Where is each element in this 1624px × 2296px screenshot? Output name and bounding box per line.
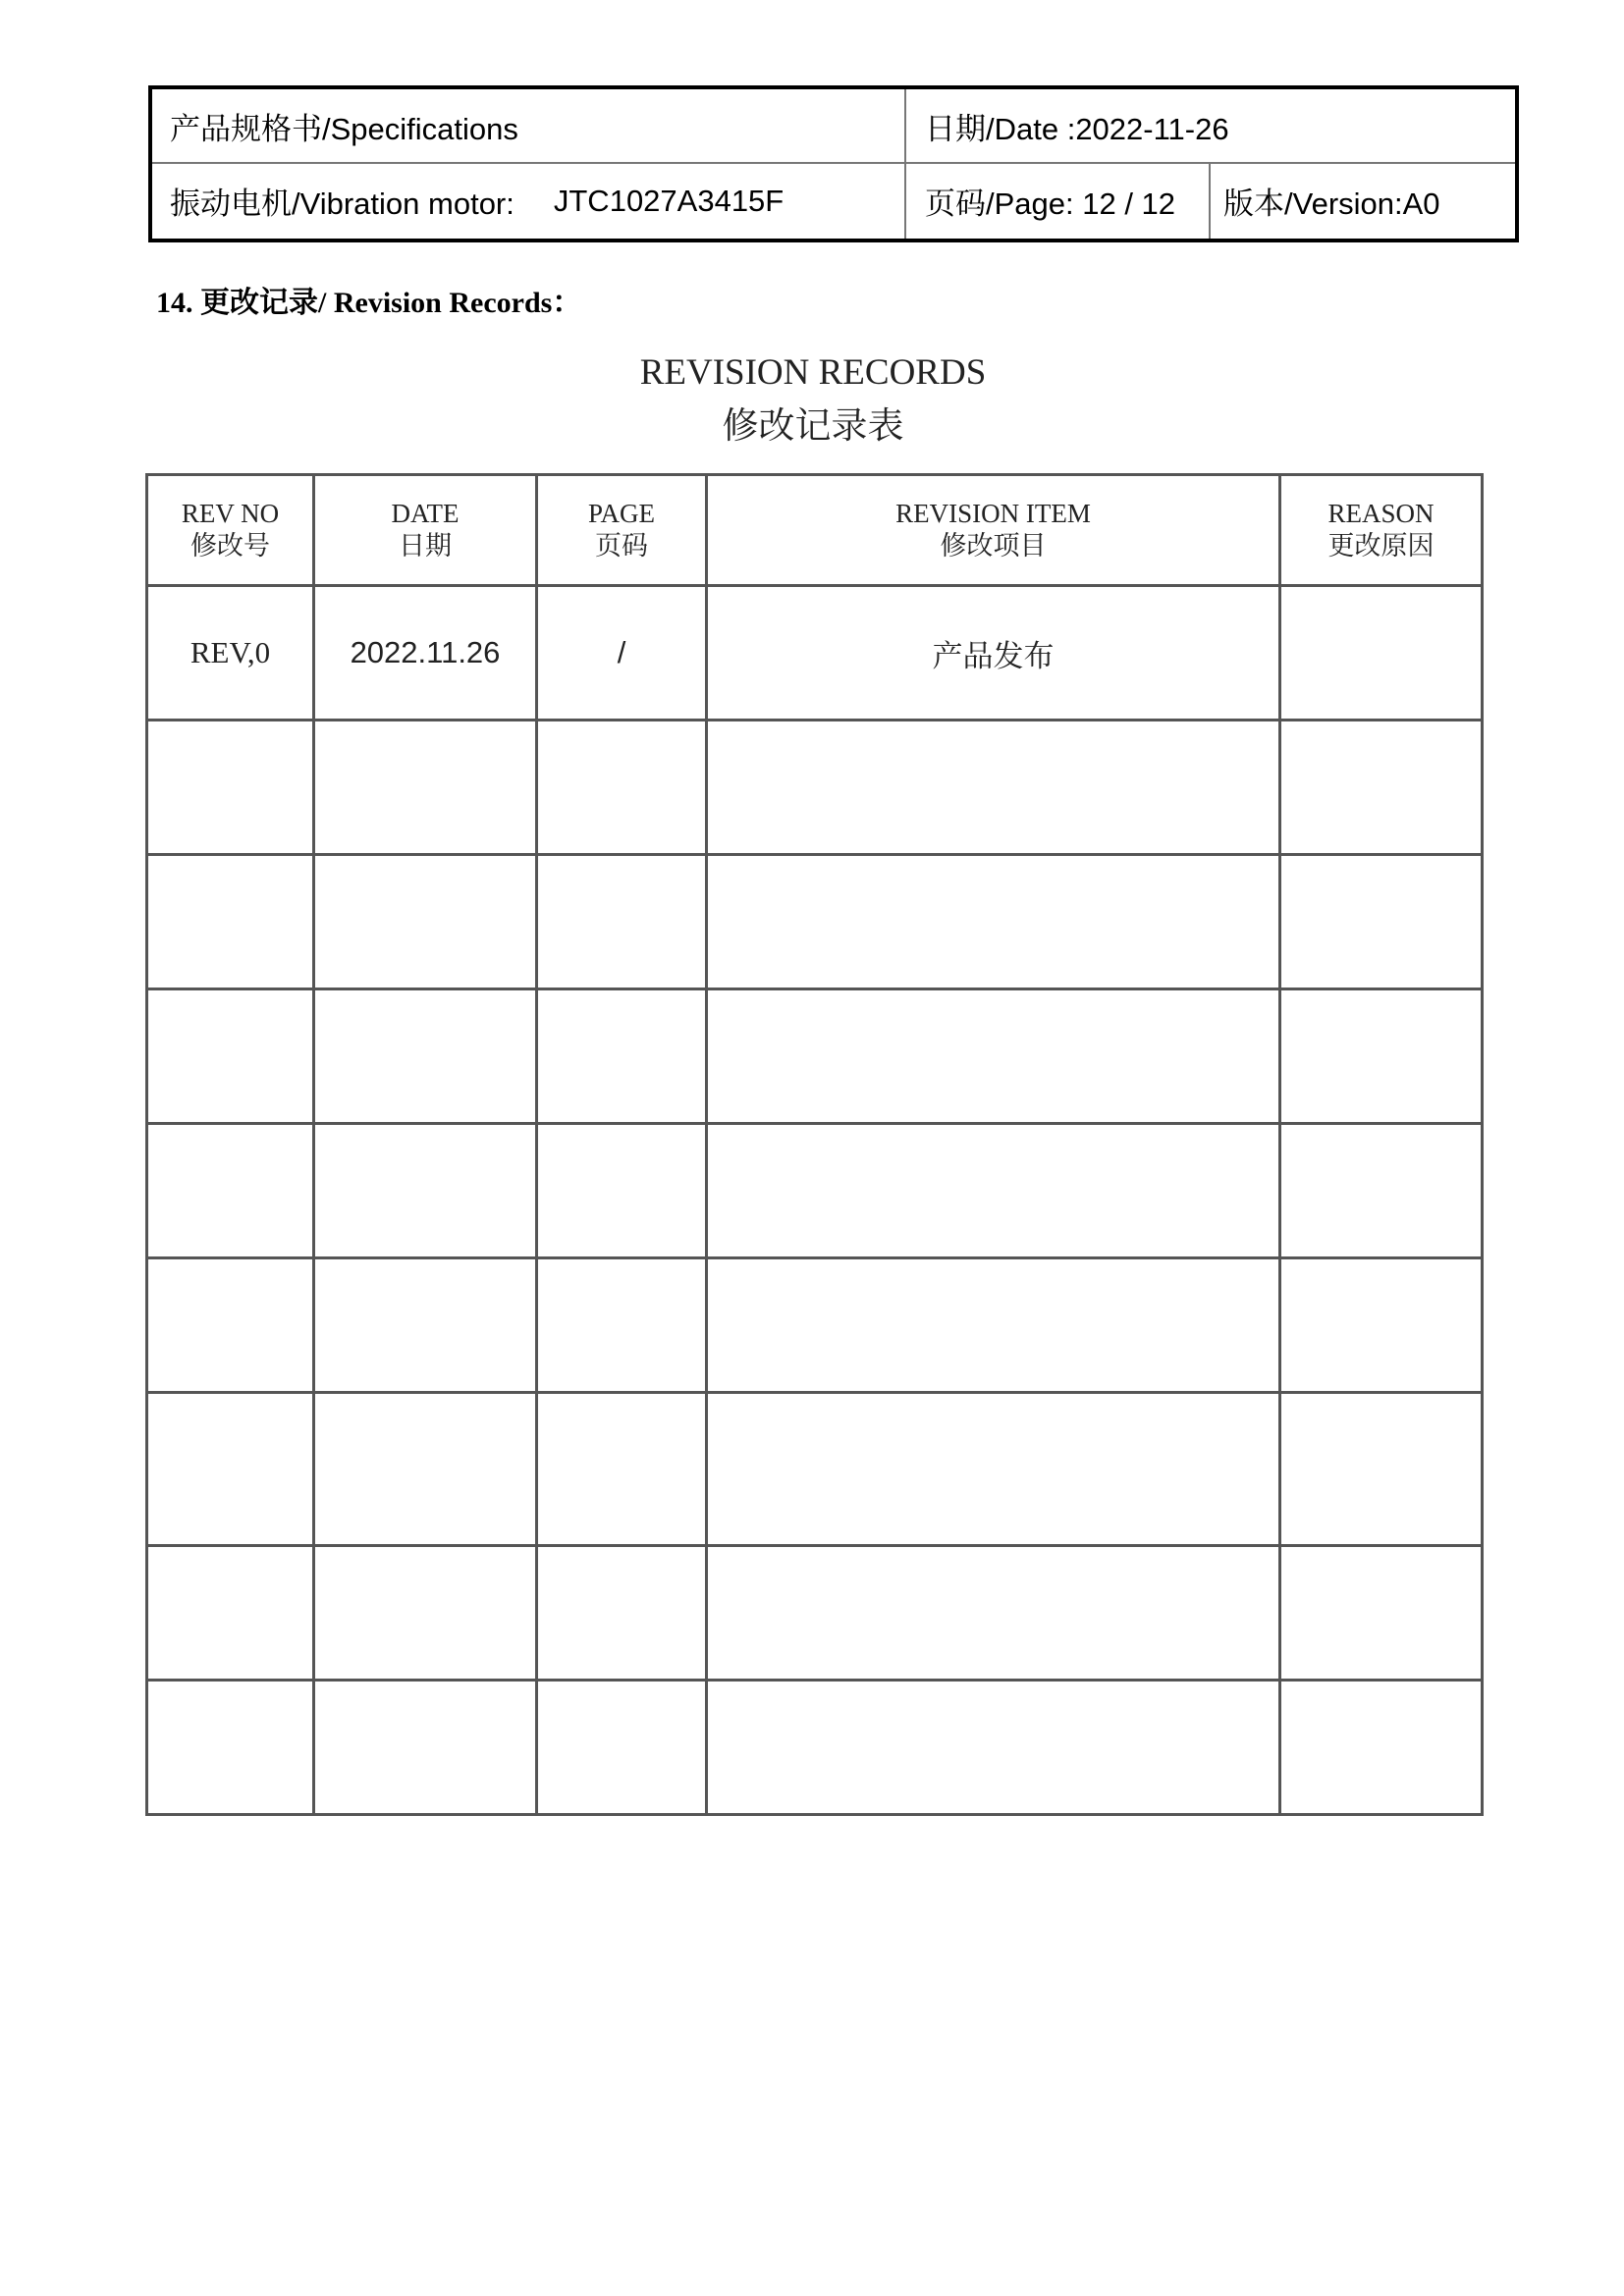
column-header-reason [1280, 475, 1483, 586]
cell-page [537, 1681, 707, 1815]
cell-reason [1280, 721, 1483, 855]
version-label: 版本/Version:A0 [1223, 187, 1440, 221]
cell-revision-item [707, 989, 1280, 1124]
cell-page [537, 1258, 707, 1393]
spec-title: 产品规格书/Specifications [170, 112, 518, 146]
cell-date [314, 855, 537, 989]
cell-rev-no [147, 1393, 314, 1546]
cell-rev-no [147, 1546, 314, 1681]
cell-rev-no [147, 1681, 314, 1815]
cell-page [537, 989, 707, 1124]
revision-records-table [145, 473, 1484, 1816]
cell-revision-item [707, 1124, 1280, 1258]
product-name [152, 163, 905, 239]
cell-revision-item [707, 855, 1280, 989]
cell-reason [1280, 586, 1483, 721]
column-header-zh: 日期 [399, 531, 452, 561]
column-header-en: PAGE [587, 499, 656, 528]
cell-page [537, 1393, 707, 1546]
table-row [147, 989, 1483, 1124]
cell-rev-no: REV,0 [147, 586, 314, 721]
column-header-en: DATE [391, 499, 460, 528]
cell-date [314, 1124, 537, 1258]
cell-page [537, 855, 707, 989]
header-version-divider [1209, 163, 1211, 239]
motor-label: 振动电机/Vibration motor: [170, 187, 514, 221]
table-row [147, 1393, 1483, 1546]
cell-revision-item [707, 1393, 1280, 1546]
cell-date [314, 1546, 537, 1681]
cell-reason [1280, 1681, 1483, 1815]
cell-page [537, 1546, 707, 1681]
column-header-date [314, 475, 537, 586]
table-title-english: REVISION RECORDS [639, 352, 987, 393]
column-header-zh: 更改原因 [1327, 531, 1435, 561]
cell-rev-no [147, 721, 314, 855]
cell-date [314, 989, 537, 1124]
table-row [147, 721, 1483, 855]
model-number: JTC1027A3415F [553, 183, 785, 218]
column-header-zh: 页码 [595, 531, 648, 561]
cell-page [537, 721, 707, 855]
cell-date [314, 1258, 537, 1393]
cell-page [537, 1124, 707, 1258]
cell-date: 2022.11.26 [314, 586, 537, 721]
column-header-zh: 修改号 [190, 531, 270, 561]
table-row [147, 1258, 1483, 1393]
column-header-revision-item [707, 475, 1280, 586]
cell-rev-no [147, 1124, 314, 1258]
table-header-row [147, 475, 1483, 586]
header-row-divider-left [152, 162, 905, 164]
table-title-chinese: 修改记录表 [722, 406, 904, 447]
cell-revision-item [707, 1258, 1280, 1393]
section-heading: 14. 更改记录/ Revision Records： [156, 287, 582, 319]
table-row [147, 1546, 1483, 1681]
cell-date [314, 1681, 537, 1815]
document-date: 日期/Date :2022-11-26 [925, 112, 1229, 146]
cell-reason [1280, 1124, 1483, 1258]
cell-reason [1280, 1258, 1483, 1393]
cell-rev-no [147, 855, 314, 989]
table-row [147, 1124, 1483, 1258]
column-header-zh: 修改项目 [940, 531, 1047, 561]
cell-rev-no [147, 989, 314, 1124]
cell-revision-item: 产品发布 [707, 586, 1280, 721]
column-header-page [537, 475, 707, 586]
cell-reason [1280, 855, 1483, 989]
cell-reason [1280, 989, 1483, 1124]
table-row [147, 855, 1483, 989]
column-header-en: REVISION ITEM [895, 499, 1091, 528]
column-header-en: REASON [1327, 499, 1435, 528]
table-row [147, 586, 1483, 721]
cell-rev-no [147, 1258, 314, 1393]
cell-page: / [537, 586, 707, 721]
cell-revision-item [707, 1681, 1280, 1815]
document-header [148, 85, 1519, 242]
column-header-rev-no [147, 475, 314, 586]
column-header-en: REV NO [181, 499, 280, 528]
cell-revision-item [707, 721, 1280, 855]
cell-date [314, 1393, 537, 1546]
cell-date [314, 721, 537, 855]
cell-revision-item [707, 1546, 1280, 1681]
header-column-divider [904, 89, 906, 239]
table-row [147, 1681, 1483, 1815]
cell-reason [1280, 1546, 1483, 1681]
page-number: 页码/Page: 12 / 12 [925, 187, 1176, 221]
cell-reason [1280, 1393, 1483, 1546]
